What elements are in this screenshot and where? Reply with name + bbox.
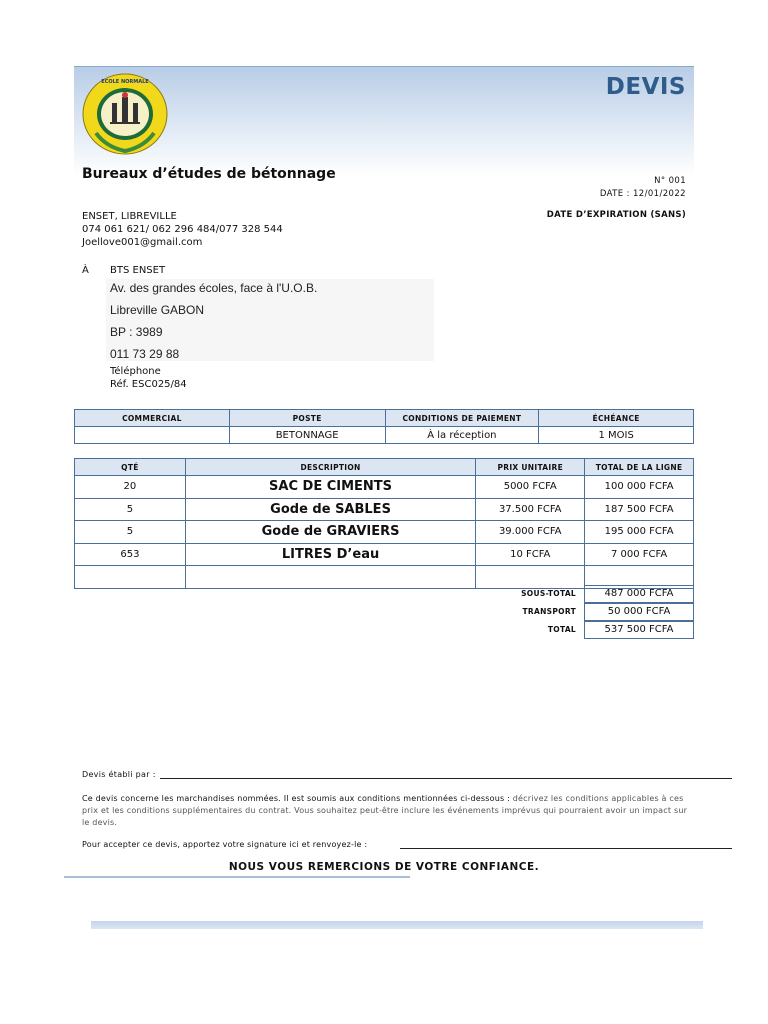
accept-label: Pour accepter ce devis, apportez votre signature ici et renvoyez-le : xyxy=(82,840,368,849)
total-row xyxy=(490,621,694,639)
description-cell: SAC DE CIMENTS xyxy=(185,476,476,499)
document-number: N° 001 xyxy=(654,176,686,186)
table-header-row xyxy=(75,410,694,427)
unit-price-cell: 10 FCFA xyxy=(476,543,585,566)
conditions-text xyxy=(82,793,692,829)
document-date: DATE : 12/01/2022 xyxy=(599,189,686,199)
thanks-message: NOUS VOUS REMERCIONS DE VOTRE CONFIANCE. xyxy=(228,861,540,873)
transport-label: TRANSPORT xyxy=(522,607,576,616)
table-cell: 1 MOIS xyxy=(539,427,694,444)
document-meta xyxy=(600,175,686,201)
unit-price-cell: 5000 FCFA xyxy=(476,476,585,499)
table-row xyxy=(75,427,694,444)
client-address-line: Av. des grandes écoles, face à l'U.O.B. xyxy=(110,281,318,295)
signature-line xyxy=(400,848,732,849)
to-label: À xyxy=(82,265,89,276)
client-extra xyxy=(110,365,187,391)
table-cell xyxy=(75,427,230,444)
svg-text:ECOLE NORMALE: ECOLE NORMALE xyxy=(101,79,149,85)
quantity-cell xyxy=(75,566,186,589)
client-name: BTS ENSET xyxy=(110,265,166,276)
sender-block xyxy=(82,210,283,249)
company-name: Bureaux d’études de bétonnage xyxy=(82,166,336,182)
client-address-box xyxy=(106,279,434,361)
column-header: POSTE xyxy=(229,410,385,427)
table-cell: À la réception xyxy=(385,427,539,444)
client-phone-label: Téléphone xyxy=(110,366,161,377)
column-header: CONDITIONS DE PAIEMENT xyxy=(385,410,539,427)
table-cell: BETONNAGE xyxy=(229,427,385,444)
prepared-by-line xyxy=(160,778,732,779)
sender-phones: 074 061 621/ 062 296 484/077 328 544 xyxy=(82,224,283,235)
conditions-hint: décrivez les conditions applicables à ces prix et les conditions supplémentaires du contrat. Vous souhaitez peut-être inclure les événements imprévus qui pourraient avoir un impact sur le devis. xyxy=(82,794,688,827)
quantity-cell: 5 xyxy=(75,498,186,521)
table-row xyxy=(75,476,694,499)
line-total-cell: 195 000 FCFA xyxy=(585,521,694,544)
items-table xyxy=(74,458,694,589)
divider xyxy=(64,876,410,878)
line-total-cell: 100 000 FCFA xyxy=(585,476,694,499)
client-reference: Réf. ESC025/84 xyxy=(110,379,187,390)
table-row xyxy=(75,543,694,566)
description-cell xyxy=(185,566,476,589)
description-cell: Gode de GRAVIERS xyxy=(185,521,476,544)
client-address-line: 011 73 29 88 xyxy=(110,347,180,361)
totals-block xyxy=(490,585,694,639)
subtotal-value: 487 000 FCFA xyxy=(584,585,694,603)
prepared-by-label: Devis établi par : xyxy=(82,770,156,779)
sender-email: Joellove001@gmail.com xyxy=(82,237,203,248)
total-label: TOTAL xyxy=(547,625,576,634)
subtotal-row xyxy=(490,585,694,603)
school-logo xyxy=(82,73,168,155)
total-value: 537 500 FCFA xyxy=(584,621,694,639)
line-total-cell: 187 500 FCFA xyxy=(585,498,694,521)
document-title: DEVIS xyxy=(605,74,686,100)
table-row xyxy=(75,498,694,521)
quantity-cell: 653 xyxy=(75,543,186,566)
unit-price-cell: 39.000 FCFA xyxy=(476,521,585,544)
table-row xyxy=(75,521,694,544)
column-header: PRIX UNITAIRE xyxy=(476,459,585,476)
unit-price-cell: 37.500 FCFA xyxy=(476,498,585,521)
column-header: COMMERCIAL xyxy=(75,410,230,427)
column-header: DESCRIPTION xyxy=(185,459,476,476)
line-total-cell: 7 000 FCFA xyxy=(585,543,694,566)
transport-value: 50 000 FCFA xyxy=(584,603,694,621)
column-header: ÉCHÉANCE xyxy=(539,410,694,427)
subtotal-label: SOUS-TOTAL xyxy=(521,589,576,598)
client-address-line: Libreville GABON xyxy=(110,303,205,317)
column-header: QTÉ xyxy=(75,459,186,476)
description-cell: Gode de SABLES xyxy=(185,498,476,521)
quantity-cell: 20 xyxy=(75,476,186,499)
transport-row xyxy=(490,603,694,621)
table-header-row xyxy=(75,459,694,476)
quantity-cell: 5 xyxy=(75,521,186,544)
sales-info-table xyxy=(74,409,694,444)
client-address-line: BP : 3989 xyxy=(110,325,163,339)
column-header: TOTAL DE LA LIGNE xyxy=(585,459,694,476)
conditions-main: Ce devis concerne les marchandises nommées. Il est soumis aux conditions mentionnées ci-dessous : xyxy=(82,794,510,803)
sender-address: ENSET, LIBREVILLE xyxy=(82,211,177,222)
footer-band xyxy=(91,921,703,929)
description-cell: LITRES D’eau xyxy=(185,543,476,566)
expiry-date: DATE D’EXPIRATION (SANS) xyxy=(546,210,686,220)
